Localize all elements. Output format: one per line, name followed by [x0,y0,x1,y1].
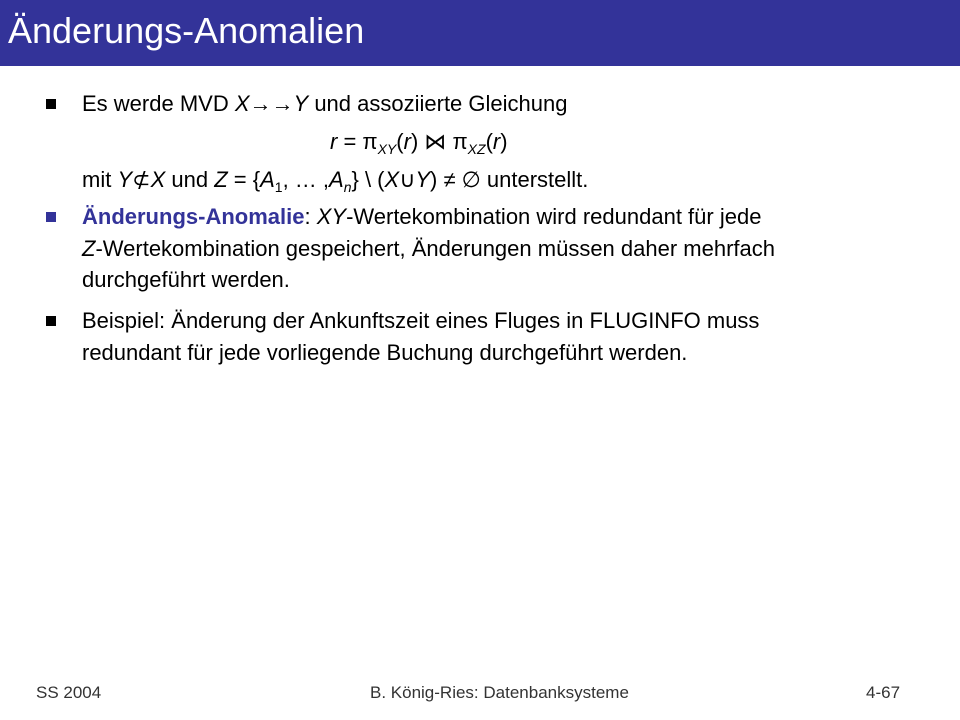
footer-center: B. König-Ries: Datenbanksysteme [370,683,629,702]
bullet-1-line-1: Es werde MVD X→→Y und assoziierte Gleichung [82,91,568,116]
bullet-3-line-1: Beispiel: Änderung der Ankunftszeit eines Fluges in FLUGINFO muss [82,308,760,333]
bullet-2-line-1: Änderungs-Anomalie: XY-Wertekombination wird redundant für jede [82,204,762,229]
bullet-1-line-3: mit Y⊄X und $Z = \{A_1$, … $,A_n$} \ (X∪Y) ≠ ∅ unterstellt. [82,167,589,195]
bullet-marker [46,212,56,222]
bullet-marker [46,316,56,326]
bullet-2-line-2: Z-Wertekombination gespeichert, Änderungen müssen daher mehrfach [82,236,775,261]
bullet-3-line-2: redundant für jede vorliegende Buchung durchgeführt werden. [82,340,688,365]
bullet-1-formula: $r = \pi_{XY}(r)$ ⋈ $\pi_{XZ}(r)$ [330,129,508,157]
bullet-2-line-3: durchgeführt werden. [82,267,290,292]
slide-title: Änderungs-Anomalien [8,10,365,51]
bullet-marker [46,99,56,109]
bullet-2-term: Änderungs-Anomalie [82,204,305,229]
footer-left: SS 2004 [36,683,102,702]
footer-page-number: 4-67 [866,683,901,702]
title-bar [0,0,960,66]
